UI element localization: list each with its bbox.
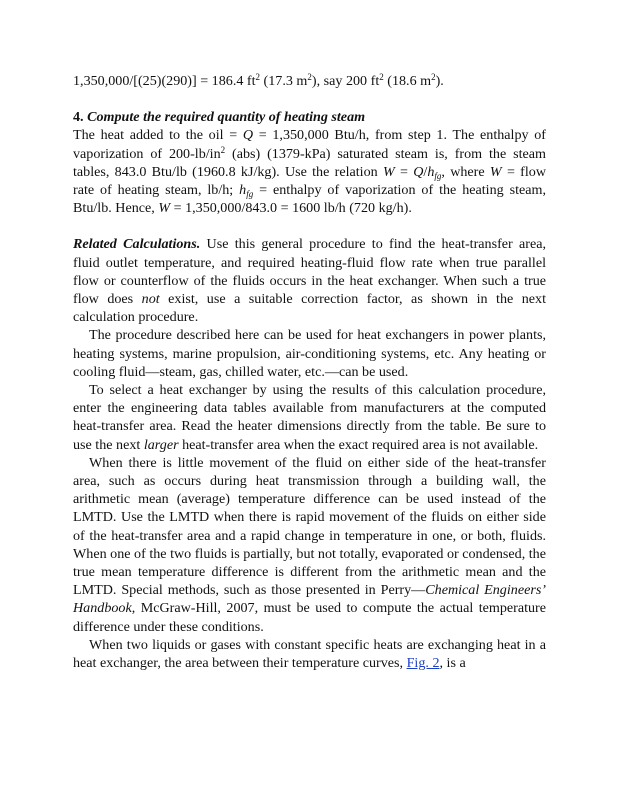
related-calculations-heading: Related Calculations. [73,236,201,253]
mean-temperature-paragraph: When there is little movement of the fluid on either side of the heat-transfer area, such as occurs during heat transmission through a building wall, the arithmetic mean (average) temperature difference can be used instead of the LMTD. Use the LMTD when there is rapid movement of the fluids on either side of the heat-transfer area and a rapid change in temperature in one, or both, fluids. When one of the two fluids is partially, but not totally, evaporated or condensed, the true mean temperature difference is different from the arithmetic mean and the LMTD. Special methods, such as those presented in Perry—Chemical Engineers’ Handbook, McGraw-Hill, 2007, must be used to compute the actual temperature difference under these conditions. [73,454,546,635]
area-equation: 1,350,000/[(25)(290)] = 186.4 $ft^2$ (17.3 $m^2$), say 200 $ft^2$ (18.6 $m^2$). [73,72,444,89]
step-4-heading: 4. Compute the required quantity of heating steam [73,109,366,126]
step-4-body: The heat added to the oil = Q = 1,350,000 Btu/h, from step 1. The enthalpy of vaporization of $200-lb/in^2$ (abs) (1379-kPa) saturated steam is, from the steam tables, 843.0 Btu/lb (1960.8 kJ/kg). Use the relation $W = Q/h_{fg}$, where W = flow rate of heating steam, lb/h; $h_{fg}$ = enthalpy of vaporization of the heating steam, Btu/lb. Hence, W = 1,350,000/843.0 = 1600 lb/h (720 kg/h). [73,127,547,217]
figure-2-link[interactable]: Fig. 2 [406,655,440,672]
specific-heat-paragraph: When two liquids or gases with constant specific heats are exchanging heat in a heat exchanger, the area between their temperature curves, Fig. 2, is a [73,636,546,672]
applications-paragraph: The procedure described here can be used for heat exchangers in power plants, heating systems, marine propulsion, air-conditioning systems, etc. Any heating or cooling fluid—steam, gas, chilled water, etc.—can be used. [73,327,546,380]
related-calculations-paragraph: Related Calculations. Use this general procedure to find the heat-transfer area, fluid outlet temperature, and required heating-fluid flow rate when true parallel flow or counterflow of the fluids occurs in the heat exchanger. When such a true flow does not exist, use a suitable correction factor, as shown in the next calculation procedure. [73,236,547,326]
selection-paragraph: To select a heat exchanger by using the results of this calculation procedure, enter the engineering data tables available from manufacturers at the computed heat-transfer area. Read the heater dimensions directly from the table. Be sure to use the next larger heat-transfer area when the exact required area is not available. [73,382,546,453]
document-page [73,72,546,672]
